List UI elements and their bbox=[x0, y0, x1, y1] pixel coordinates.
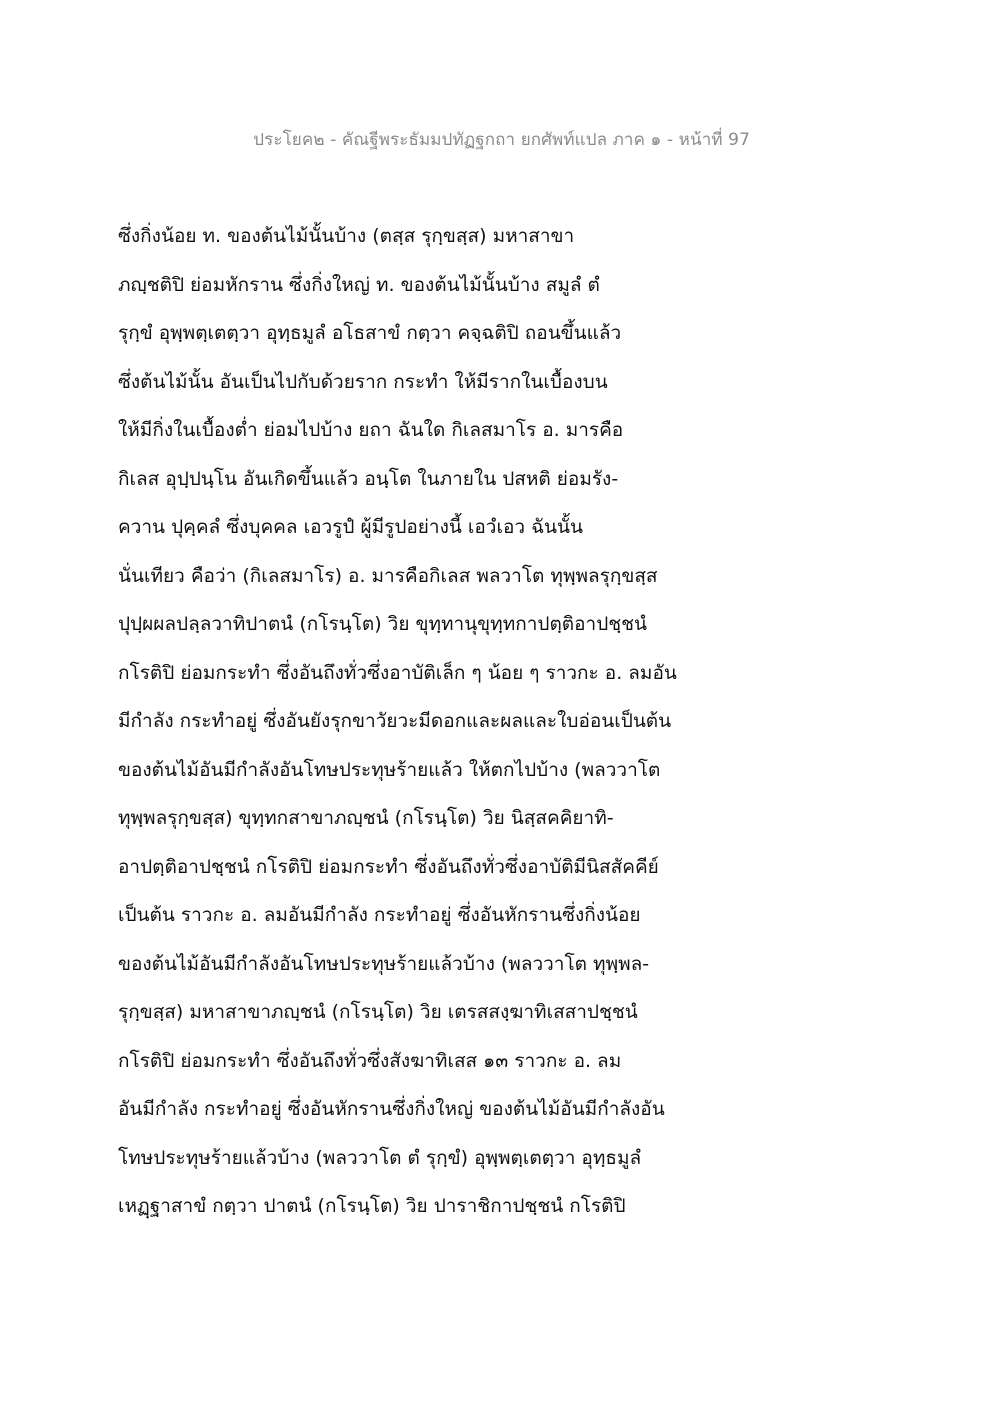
text-line: อันมีกำลัง กระทำอยู่ ซึ่งอันหักรานซึ่งกิ่งใหญ่ ของต้นไม้อันมีกำลังอัน bbox=[118, 1098, 665, 1120]
text-line: ทุพฺพลรุกฺขสฺส) ขุทฺทกสาขาภญฺชนํ (กโรนฺโต) วิย นิสฺสคคิยาทิ- bbox=[118, 807, 614, 829]
text-line: เป็นต้น ราวกะ อ. ลมอันมีกำลัง กระทำอยู่ ซึ่งอันหักรานซึ่งกิ่งน้อย bbox=[118, 904, 641, 926]
text-line: กิเลส อุปฺปนฺโน อันเกิดขึ้นแล้ว อนฺโต ในภายใน ปสหติ ย่อมรัง- bbox=[118, 467, 619, 490]
text-line: ภญฺชติปิ ย่อมหักราน ซึ่งกิ่งใหญ่ ท. ของต้นไม้นั้นบ้าง สมูลํ ตํ bbox=[118, 273, 600, 296]
text-line: โทษประทุษร้ายแล้วบ้าง (พลววาโต ตํ รุกฺขํ) อุพฺพตฺเตตฺวา อุทฺธมูลํ bbox=[118, 1146, 642, 1169]
text-line: ซึ่งกิ่งน้อย ท. ของต้นไม้นั้นบ้าง (ตสฺส รุกฺขสฺส) มหาสาขา bbox=[118, 225, 575, 247]
text-line: กโรติปิ ย่อมกระทำ ซึ่งอันถึงทั่วซึ่งสังฆาทิเสส ๑๓ ราวกะ อ. ลม bbox=[118, 1049, 622, 1072]
text-line: เหฏฺฐาสาขํ กตฺวา ปาตนํ (กโรนฺโต) วิย ปาราชิกาปชฺชนํ กโรติปิ bbox=[118, 1195, 626, 1217]
text-line: ให้มีกิ่งในเบื้องต่ำ ย่อมไปบ้าง ยถา ฉันใด กิเลสมาโร อ. มารคือ bbox=[118, 419, 624, 441]
text-line: ควาน ปุคฺคลํ ซึ่งบุคคล เอวรูปํ ผู้มีรูปอย่างนี้ เอวํเอว ฉันนั้น bbox=[118, 516, 583, 538]
text-line: นั่นเทียว คือว่า (กิเลสมาโร) อ. มารคือกิเลส พลวาโต ทุพฺพลรุกฺขสฺส bbox=[118, 564, 658, 587]
text-line: รุกฺขสฺส) มหาสาขาภญฺชนํ (กโรนฺโต) วิย เตรสสงฺฆาทิเสสาปชฺชนํ bbox=[118, 1001, 638, 1023]
text-line: อาปตฺติอาปชฺชนํ กโรติปิ ย่อมกระทำ ซึ่งอันถึงทั่วซึ่งอาบัติมีนิสสัคคีย์ bbox=[118, 855, 659, 878]
text-line: ของต้นไม้อันมีกำลังอันโทษประทุษร้ายแล้วบ้าง (พลววาโต ทุพฺพล- bbox=[118, 952, 650, 975]
body-text bbox=[118, 212, 738, 1231]
text-line: ของต้นไม้อันมีกำลังอันโทษประทุษร้ายแล้ว ให้ตกไปบ้าง (พลววาโต bbox=[118, 758, 661, 781]
text-line: รุกฺขํ อุพฺพตฺเตตฺวา อุทฺธมูลํ อโธสาขํ กตฺวา คจฺฉติปิ ถอนขึ้นแล้ว bbox=[118, 322, 622, 344]
text-line: ปุปฺผผลปลฺลวาทิปาตนํ (กโรนฺโต) วิย ขุทฺทานุขุทฺทกาปตฺติอาปชฺชนํ bbox=[118, 613, 648, 635]
text-line: ซึ่งต้นไม้นั้น อันเป็นไปกับด้วยราก กระทำ ให้มีรากในเบื้องบน bbox=[118, 370, 608, 393]
text-line: มีกำลัง กระทำอยู่ ซึ่งอันยังรุกขาวัยวะมีดอกและผลและใบอ่อนเป็นต้น bbox=[118, 710, 672, 732]
text-line: กโรติปิ ย่อมกระทำ ซึ่งอันถึงทั่วซึ่งอาบัติเล็ก ๆ น้อย ๆ ราวกะ อ. ลมอัน bbox=[118, 661, 677, 684]
running-header: ประโยค๒ - คัณฐีพระธัมมปทัฏฐกถา ยกศัพท์แปล ภาค ๑ - หน้าที่ 97 bbox=[253, 130, 750, 150]
